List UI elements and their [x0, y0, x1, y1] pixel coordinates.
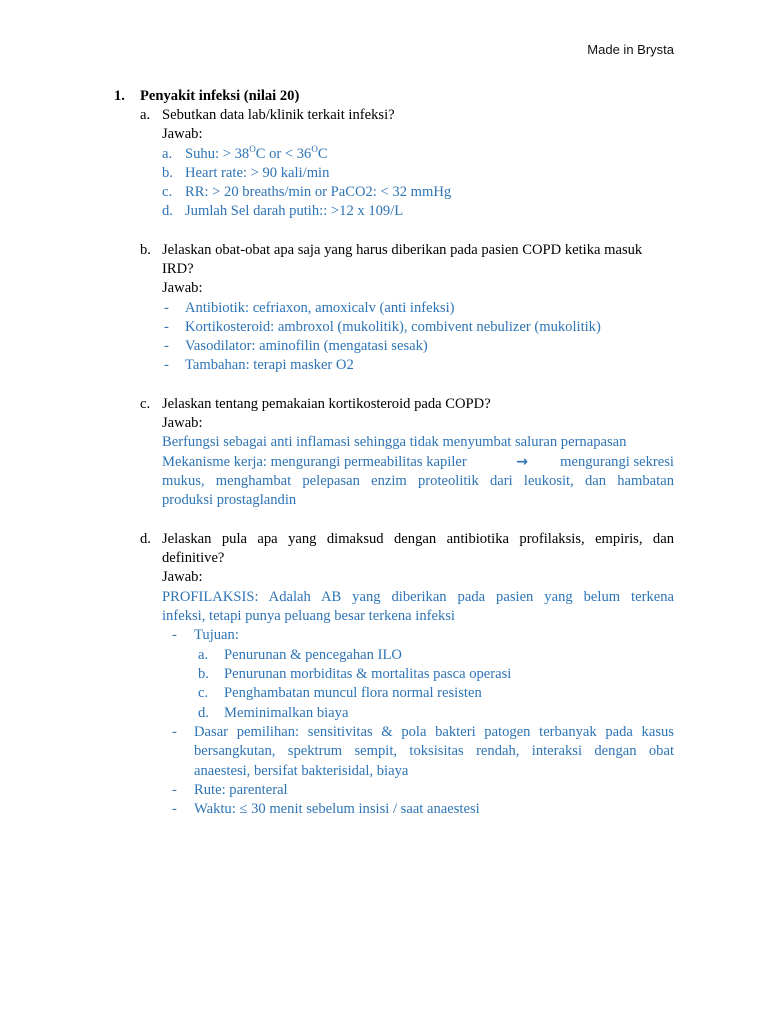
list-item-marker: - — [164, 319, 169, 335]
tujuan-label: Tujuan: — [194, 627, 239, 643]
dasar-line2: bersangkutan, spektrum sempit, toksisitas rendah, interaksi dengan obat — [194, 743, 674, 759]
page-header: Made in Brysta — [587, 42, 674, 57]
answer-c-line2 — [162, 453, 674, 472]
list-item-marker: - — [172, 801, 177, 817]
answer-c-line1: Berfungsi sebagai anti inflamasi sehingga tidak menyumbat saluran pernapasan — [162, 434, 627, 450]
section-number: 1. — [114, 88, 125, 104]
answer-c-line4: produksi prostaglandin — [162, 492, 297, 508]
question-b-text-line2: IRD? — [162, 261, 194, 277]
profilaksis-line1: PROFILAKSIS: Adalah AB yang diberikan pada pasien yang belum terkena — [162, 589, 674, 605]
list-item-marker: - — [164, 300, 169, 316]
list-item-suhu: Suhu: > $38^OC$ or < $36^OC$ — [185, 144, 328, 162]
list-item-marker: d. — [162, 203, 173, 219]
list-item-marker: c. — [198, 685, 209, 701]
list-item-marker: - — [172, 627, 177, 643]
list-item-marker: - — [164, 338, 169, 354]
waktu-item: Waktu: ≤ 30 menit sebelum insisi / saat anaestesi — [194, 801, 480, 817]
list-item-marker: b. — [198, 666, 209, 682]
answer-c-line2-post: mengurangi sekresi — [560, 454, 674, 470]
question-d-jawab: Jawab: — [162, 569, 203, 585]
question-a-marker: a. — [140, 107, 151, 123]
list-item: Penurunan & pencegahan ILO — [224, 647, 402, 663]
question-c-jawab: Jawab: — [162, 415, 203, 431]
list-item: Penghambatan muncul flora normal resisten — [224, 685, 482, 701]
list-item-marker: a. — [198, 647, 209, 663]
question-a-text: Sebutkan data lab/klinik terkait infeksi? — [162, 107, 395, 123]
dasar-line3: anaestesi, bersifat bakterisidal, biaya — [194, 763, 409, 779]
list-item-marker: d. — [198, 705, 209, 721]
question-b-text-line1: Jelaskan obat-obat apa saja yang harus diberikan pada pasien COPD ketika masuk — [162, 242, 643, 258]
question-b-marker: b. — [140, 242, 151, 258]
section-title: Penyakit infeksi (nilai 20) — [140, 88, 300, 104]
list-item: Kortikosteroid: ambroxol (mukolitik), combivent nebulizer (mukolitik) — [185, 319, 601, 335]
question-c-marker: c. — [140, 396, 151, 412]
list-item: Tambahan: terapi masker O2 — [185, 357, 354, 373]
question-b-jawab: Jawab: — [162, 280, 203, 296]
answer-c-line3: mukus, menghambat pelepasan enzim proteolitik dari leukosit, dan hambatan — [162, 473, 674, 489]
list-item: Jumlah Sel darah putih:: >12 x 109/L — [185, 203, 404, 219]
list-item-marker: c. — [162, 184, 173, 200]
list-item: Heart rate: > 90 kali/min — [185, 165, 330, 181]
list-item: RR: > 20 breaths/min or PaCO2: < 32 mmHg — [185, 184, 452, 200]
list-item-marker: a. — [162, 146, 173, 162]
question-d-text-line2: definitive? — [162, 550, 225, 566]
dasar-line1: Dasar pemilihan: sensitivitas & pola bakteri patogen terbanyak pada kasus — [194, 724, 674, 740]
question-d-marker: d. — [140, 531, 151, 547]
question-a-jawab: Jawab: — [162, 126, 203, 142]
list-item-marker: - — [172, 724, 177, 740]
question-d-text-line1: Jelaskan pula apa yang dimaksud dengan antibiotika profilaksis, empiris, dan — [162, 531, 674, 547]
list-item: Meminimalkan biaya — [224, 705, 349, 721]
list-item-marker: - — [164, 357, 169, 373]
list-item: Vasodilator: aminofilin (mengatasi sesak) — [185, 338, 428, 354]
list-item: Penurunan morbiditas & mortalitas pasca operasi — [224, 666, 512, 682]
arrow-right-icon: → — [516, 454, 528, 470]
list-item-marker: b. — [162, 165, 173, 181]
list-item-marker: - — [172, 782, 177, 798]
question-c-text: Jelaskan tentang pemakaian kortikosteroid pada COPD? — [162, 396, 491, 412]
profilaksis-line2: infeksi, tetapi punya peluang besar terkena infeksi — [162, 608, 455, 624]
rute-item: Rute: parenteral — [194, 782, 288, 798]
answer-c-line2-pre: Mekanisme kerja: mengurangi permeabilitas kapiler — [162, 454, 467, 470]
list-item: Antibiotik: cefriaxon, amoxicalv (anti infeksi) — [185, 300, 455, 316]
